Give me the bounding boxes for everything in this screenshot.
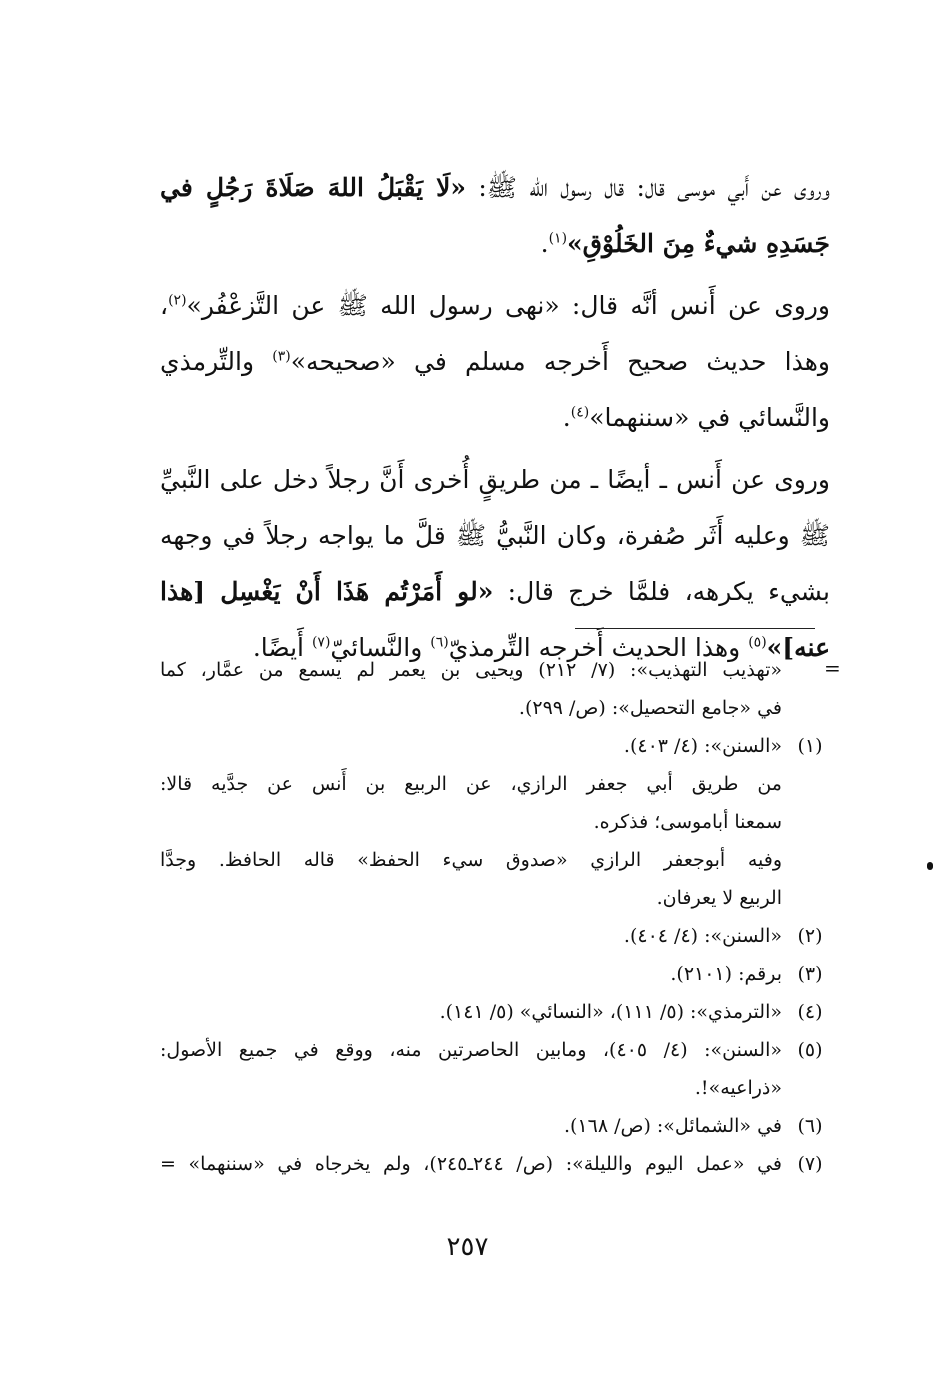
footnote-6 <box>160 1107 830 1145</box>
footnote-line: «السنن»: (٤/ ٤٠٥)، ومابين الحاصرتين منه، ووقع في جميع الأصول: <box>160 1039 782 1061</box>
footnotes <box>160 651 830 1183</box>
footnote-ref: (٥) <box>748 634 767 651</box>
text-run: . <box>562 403 571 432</box>
footnote-line: وفيه أبوجعفر الرازي «صدوق سيء الحفظ» قاله الحافظ. وجدَّا <box>160 849 782 871</box>
footnote-7 <box>160 1145 830 1183</box>
footnote-1-line-2 <box>160 765 830 803</box>
footnote-1-line-5 <box>160 879 830 917</box>
footnote-line: من طريق أبي جعفر الرازي، عن الربيع بن أَنس عن جدَّيه قالا: <box>160 773 782 795</box>
text-run: والنَّسائيّ <box>330 633 431 662</box>
footnote-ref: (٣) <box>272 348 291 365</box>
text-run: وروى عن أَبي موسى قال: قال رسول الله ﷺ: <box>466 173 831 202</box>
footnote-line: «السنن»: (٤/ ٤٠٤). <box>623 925 782 947</box>
text-run: أَيضًا. <box>252 633 312 662</box>
footnote-4 <box>160 993 830 1031</box>
footnote-number: (٧) <box>797 1153 823 1175</box>
footnote-1-line-3 <box>160 803 830 841</box>
text-run: وروى عن أَنس ـ أيضًا ـ من طريقٍ أُخرى أَنَّ رجلاً دخل على النَّبيِّ ﷺ وعليه أَثَر صُفرة، وكان النَّبيُّ ﷺ قلَّ ما يواجه رجلاً في وجهه بشيء يكرهه، فلمَّا خرج قال: <box>160 465 830 606</box>
footnote-ref: (٧) <box>311 634 331 651</box>
footnote-number: (٣) <box>797 963 823 985</box>
hadith-quote: «لو أَمَرْتُم هَذَا أَنْ يَغْسِل [هذا عنه]» <box>160 577 830 662</box>
footnote-line: في «الشمائل»: (ص/ ١٦٨). <box>563 1115 782 1137</box>
footnote-3 <box>160 955 830 993</box>
footnote-line: في «عمل اليوم والليلة»: (ص/ ٢٤٤ـ٢٤٥)، ولم يخرجاه في «سننهما» = <box>160 1153 782 1175</box>
footnote-number: (١) <box>797 735 823 757</box>
continuation-marker: = <box>824 656 841 680</box>
footnote-1 <box>160 727 830 765</box>
footnote-ref: (٢) <box>168 292 187 309</box>
footnote-ref: (٤) <box>570 404 590 421</box>
footnote-separator <box>575 628 815 629</box>
footnote-1-line-4 <box>160 841 830 879</box>
footnote-line: برقم: (٢١٠١). <box>670 963 782 985</box>
footnote-continuation <box>160 651 830 689</box>
footnote-line: «السنن»: (٤/ ٤٠٣). <box>623 735 782 757</box>
paragraph-1 <box>160 160 830 272</box>
margin-mark <box>927 862 933 870</box>
text-run: وهذا الحديث أَخرجه التِّرمذيّ <box>448 633 749 662</box>
footnote-line: سمعنا أباموسى؛ فذكره. <box>593 811 782 833</box>
footnote-line: «الترمذي»: (٥/ ١١١)، «النسائي» (٥/ ١٤١). <box>439 1001 782 1023</box>
text-run: . <box>540 229 549 258</box>
page-number: ٢٥٧ <box>446 1232 489 1262</box>
footnote-number: (٤) <box>797 1001 823 1023</box>
text-run: ، وهذا حديث صحيح أَخرجه مسلم في «صحيحه» <box>160 291 830 376</box>
paragraph-2 <box>160 278 830 446</box>
footnote-number: (٦) <box>797 1115 823 1137</box>
footnote-ref: (١) <box>548 230 568 247</box>
footnote-2 <box>160 917 830 955</box>
footnote-continuation-2 <box>160 689 830 727</box>
hadith-quote: «لَا يَقْبَلُ اللهَ صَلَاةَ رَجُلٍ في جَسَدِهِ شيءٌ مِنَ الخَلُوْقِ» <box>160 173 830 258</box>
paragraph-3 <box>160 452 830 676</box>
footnote-line: «ذراعيه»!. <box>694 1077 782 1099</box>
footnote-5 <box>160 1031 830 1069</box>
footnote-line: في «جامع التحصيل»: (ص/ ٢٩٩). <box>518 697 782 719</box>
footnote-ref: (٦) <box>430 634 449 651</box>
footnote-number: (٢) <box>797 925 823 947</box>
footnote-line: «تهذيب التهذيب»: (٧/ ٢١٢) ويحيى بن يعمر لم يسمع من عمَّار، كما <box>160 659 782 681</box>
text-run: وروى عن أَنس أنَّه قال: «نهى رسول الله ﷺ عن التَّزعْفُر» <box>186 291 830 320</box>
footnote-line: الربيع لا يعرفان. <box>656 887 782 909</box>
text-run: والتِّرمذي والنَّسائي في «سننهما» <box>160 347 830 432</box>
main-text <box>160 160 830 682</box>
footnote-5-line-2 <box>160 1069 830 1107</box>
footnote-number: (٥) <box>797 1039 823 1061</box>
